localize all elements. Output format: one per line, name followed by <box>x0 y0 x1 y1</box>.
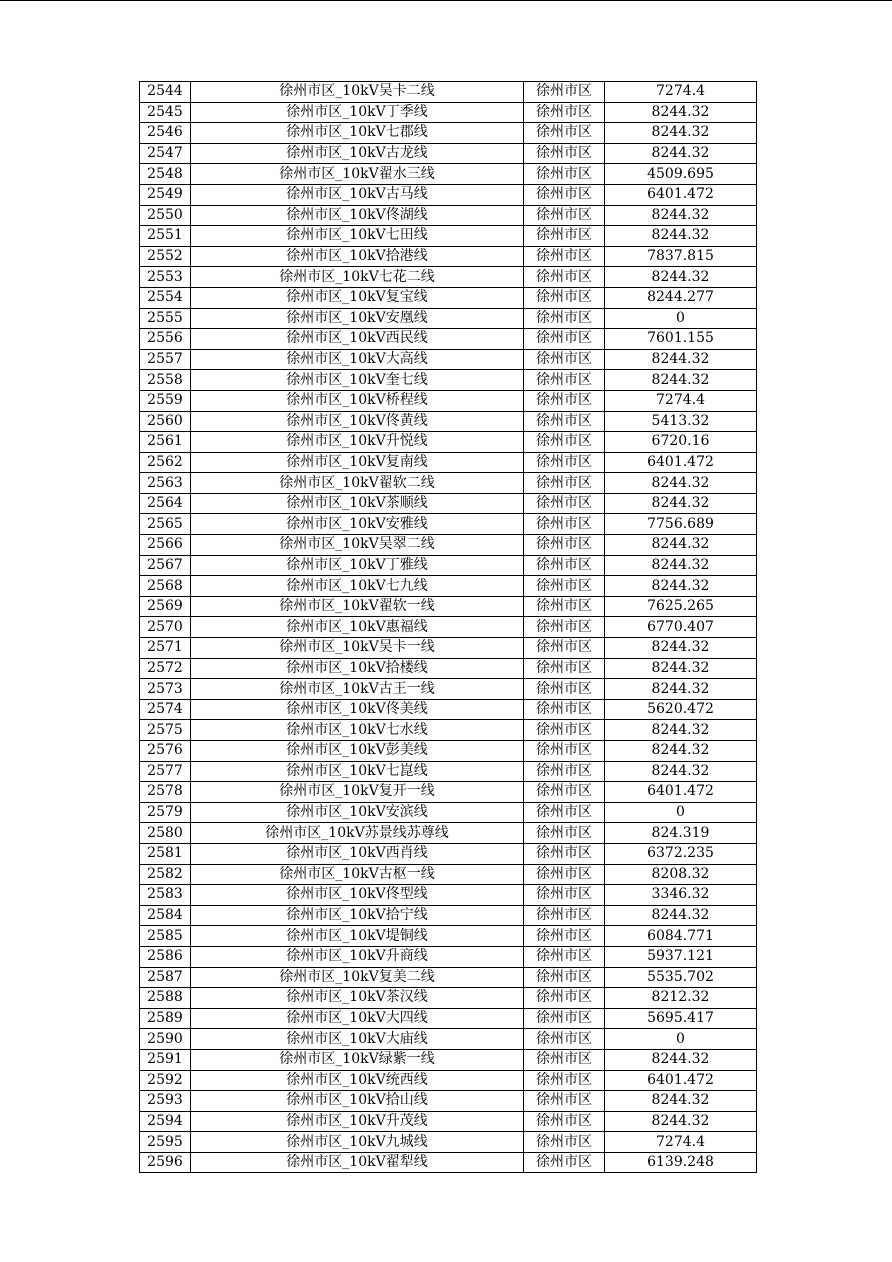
row-number: 2548 <box>140 164 191 185</box>
row-number: 2581 <box>140 843 191 864</box>
row-number: 2586 <box>140 946 191 967</box>
line-name: 徐州市区_10kV古王一线 <box>191 679 524 700</box>
line-value: 6139.248 <box>605 1152 757 1173</box>
line-value: 8244.32 <box>605 761 757 782</box>
table-row <box>140 287 757 308</box>
table-row <box>140 535 757 556</box>
row-number: 2568 <box>140 576 191 597</box>
line-value: 8244.32 <box>605 205 757 226</box>
table-body <box>140 82 757 1173</box>
area-name: 徐州市区 <box>524 226 605 247</box>
table-row <box>140 576 757 597</box>
table-row <box>140 926 757 947</box>
line-value: 5937.121 <box>605 946 757 967</box>
line-name: 徐州市区_10kV佟湖线 <box>191 205 524 226</box>
line-name: 徐州市区_10kV统西线 <box>191 1070 524 1091</box>
table-row <box>140 102 757 123</box>
table-row <box>140 720 757 741</box>
table-row <box>140 782 757 803</box>
area-name: 徐州市区 <box>524 1091 605 1112</box>
line-value: 0 <box>605 802 757 823</box>
table-row <box>140 555 757 576</box>
line-name: 徐州市区_10kV七崑线 <box>191 761 524 782</box>
row-number: 2559 <box>140 390 191 411</box>
table-row <box>140 123 757 144</box>
line-name: 徐州市区_10kV古枢一线 <box>191 864 524 885</box>
row-number: 2547 <box>140 143 191 164</box>
row-number: 2593 <box>140 1091 191 1112</box>
page-top-rule <box>0 0 892 1</box>
line-value: 7601.155 <box>605 329 757 350</box>
row-number: 2571 <box>140 638 191 659</box>
line-value: 5695.417 <box>605 1008 757 1029</box>
line-value: 8208.32 <box>605 864 757 885</box>
table-row <box>140 617 757 638</box>
area-name: 徐州市区 <box>524 390 605 411</box>
table-row <box>140 246 757 267</box>
table-row <box>140 1152 757 1173</box>
line-name: 徐州市区_10kV七水线 <box>191 720 524 741</box>
row-number: 2566 <box>140 535 191 556</box>
table-row <box>140 473 757 494</box>
line-name: 徐州市区_10kV复宝线 <box>191 287 524 308</box>
table-row <box>140 205 757 226</box>
row-number: 2578 <box>140 782 191 803</box>
line-name: 徐州市区_10kV茶顺线 <box>191 493 524 514</box>
line-value: 0 <box>605 308 757 329</box>
line-value: 7756.689 <box>605 514 757 535</box>
line-name: 徐州市区_10kV大四线 <box>191 1008 524 1029</box>
area-name: 徐州市区 <box>524 267 605 288</box>
table-row <box>140 658 757 679</box>
line-name: 徐州市区_10kV拾楼线 <box>191 658 524 679</box>
line-name: 徐州市区_10kV升商线 <box>191 946 524 967</box>
row-number: 2572 <box>140 658 191 679</box>
table-row <box>140 411 757 432</box>
line-name: 徐州市区_10kV古龙线 <box>191 143 524 164</box>
row-number: 2595 <box>140 1132 191 1153</box>
line-name: 徐州市区_10kV桥程线 <box>191 390 524 411</box>
area-name: 徐州市区 <box>524 184 605 205</box>
line-name: 徐州市区_10kV吴卡二线 <box>191 82 524 103</box>
area-name: 徐州市区 <box>524 885 605 906</box>
row-number: 2570 <box>140 617 191 638</box>
area-name: 徐州市区 <box>524 988 605 1009</box>
row-number: 2579 <box>140 802 191 823</box>
row-number: 2587 <box>140 967 191 988</box>
area-name: 徐州市区 <box>524 926 605 947</box>
line-value: 4509.695 <box>605 164 757 185</box>
table-row <box>140 864 757 885</box>
row-number: 2574 <box>140 699 191 720</box>
line-name: 徐州市区_10kV七田线 <box>191 226 524 247</box>
table-row <box>140 946 757 967</box>
line-value: 8244.32 <box>605 226 757 247</box>
row-number: 2596 <box>140 1152 191 1173</box>
line-name: 徐州市区_10kV佟黄线 <box>191 411 524 432</box>
line-name: 徐州市区_10kV安雅线 <box>191 514 524 535</box>
line-value: 5535.702 <box>605 967 757 988</box>
line-name: 徐州市区_10kV佟型线 <box>191 885 524 906</box>
row-number: 2582 <box>140 864 191 885</box>
row-number: 2588 <box>140 988 191 1009</box>
area-name: 徐州市区 <box>524 1029 605 1050</box>
line-name: 徐州市区_10kV复开一线 <box>191 782 524 803</box>
table-row <box>140 988 757 1009</box>
table-row <box>140 1049 757 1070</box>
line-value: 8244.32 <box>605 102 757 123</box>
line-value: 8244.32 <box>605 1111 757 1132</box>
row-number: 2569 <box>140 596 191 617</box>
table-row <box>140 226 757 247</box>
line-value: 6770.407 <box>605 617 757 638</box>
line-name: 徐州市区_10kV七花二线 <box>191 267 524 288</box>
area-name: 徐州市区 <box>524 782 605 803</box>
table-row <box>140 679 757 700</box>
line-value: 8244.32 <box>605 370 757 391</box>
line-name: 徐州市区_10kV七郡线 <box>191 123 524 144</box>
line-value: 6401.472 <box>605 1070 757 1091</box>
area-name: 徐州市区 <box>524 555 605 576</box>
row-number: 2589 <box>140 1008 191 1029</box>
row-number: 2584 <box>140 905 191 926</box>
table-row <box>140 329 757 350</box>
line-value: 6401.472 <box>605 452 757 473</box>
row-number: 2558 <box>140 370 191 391</box>
line-value: 6720.16 <box>605 432 757 453</box>
area-name: 徐州市区 <box>524 514 605 535</box>
line-value: 8244.32 <box>605 1049 757 1070</box>
line-name: 徐州市区_10kV堤铜线 <box>191 926 524 947</box>
area-name: 徐州市区 <box>524 164 605 185</box>
line-value: 5620.472 <box>605 699 757 720</box>
table-row <box>140 82 757 103</box>
line-value: 8244.277 <box>605 287 757 308</box>
table-row <box>140 267 757 288</box>
line-name: 徐州市区_10kV升茂线 <box>191 1111 524 1132</box>
area-name: 徐州市区 <box>524 802 605 823</box>
area-name: 徐州市区 <box>524 741 605 762</box>
line-name: 徐州市区_10kV西肖线 <box>191 843 524 864</box>
area-name: 徐州市区 <box>524 1111 605 1132</box>
line-value: 824.319 <box>605 823 757 844</box>
area-name: 徐州市区 <box>524 761 605 782</box>
area-name: 徐州市区 <box>524 576 605 597</box>
line-name: 徐州市区_10kV升悦线 <box>191 432 524 453</box>
area-name: 徐州市区 <box>524 1152 605 1173</box>
area-name: 徐州市区 <box>524 679 605 700</box>
table-row <box>140 1029 757 1050</box>
area-name: 徐州市区 <box>524 946 605 967</box>
area-name: 徐州市区 <box>524 720 605 741</box>
line-value: 8244.32 <box>605 1091 757 1112</box>
row-number: 2552 <box>140 246 191 267</box>
row-number: 2592 <box>140 1070 191 1091</box>
line-name: 徐州市区_10kV九城线 <box>191 1132 524 1153</box>
area-name: 徐州市区 <box>524 905 605 926</box>
area-name: 徐州市区 <box>524 493 605 514</box>
line-name: 徐州市区_10kV茶汉线 <box>191 988 524 1009</box>
row-number: 2585 <box>140 926 191 947</box>
line-name: 徐州市区_10kV西民线 <box>191 329 524 350</box>
area-name: 徐州市区 <box>524 102 605 123</box>
row-number: 2577 <box>140 761 191 782</box>
area-name: 徐州市区 <box>524 967 605 988</box>
table-row <box>140 885 757 906</box>
line-name: 徐州市区_10kV翟水三线 <box>191 164 524 185</box>
line-value: 8244.32 <box>605 493 757 514</box>
line-value: 8212.32 <box>605 988 757 1009</box>
area-name: 徐州市区 <box>524 143 605 164</box>
line-value: 7837.815 <box>605 246 757 267</box>
line-value: 8244.32 <box>605 679 757 700</box>
line-name: 徐州市区_10kV奎七线 <box>191 370 524 391</box>
area-name: 徐州市区 <box>524 535 605 556</box>
table-row <box>140 184 757 205</box>
line-value: 8244.32 <box>605 267 757 288</box>
line-name: 徐州市区_10kV丁雅线 <box>191 555 524 576</box>
area-name: 徐州市区 <box>524 82 605 103</box>
row-number: 2554 <box>140 287 191 308</box>
table-row <box>140 514 757 535</box>
row-number: 2545 <box>140 102 191 123</box>
line-name: 徐州市区_10kV安滨线 <box>191 802 524 823</box>
area-name: 徐州市区 <box>524 617 605 638</box>
table-row <box>140 699 757 720</box>
line-name: 徐州市区_10kV古马线 <box>191 184 524 205</box>
table-row <box>140 741 757 762</box>
row-number: 2544 <box>140 82 191 103</box>
row-number: 2563 <box>140 473 191 494</box>
row-number: 2567 <box>140 555 191 576</box>
line-name: 徐州市区_10kV安凰线 <box>191 308 524 329</box>
row-number: 2564 <box>140 493 191 514</box>
table-row <box>140 1091 757 1112</box>
row-number: 2557 <box>140 349 191 370</box>
row-number: 2551 <box>140 226 191 247</box>
line-name: 徐州市区_10kV复南线 <box>191 452 524 473</box>
line-value: 6372.235 <box>605 843 757 864</box>
line-value: 8244.32 <box>605 473 757 494</box>
table-row <box>140 370 757 391</box>
line-value: 8244.32 <box>605 143 757 164</box>
area-name: 徐州市区 <box>524 411 605 432</box>
row-number: 2565 <box>140 514 191 535</box>
line-value: 8244.32 <box>605 123 757 144</box>
line-value: 6401.472 <box>605 184 757 205</box>
row-number: 2590 <box>140 1029 191 1050</box>
row-number: 2553 <box>140 267 191 288</box>
area-name: 徐州市区 <box>524 823 605 844</box>
row-number: 2576 <box>140 741 191 762</box>
row-number: 2546 <box>140 123 191 144</box>
table-row <box>140 967 757 988</box>
area-name: 徐州市区 <box>524 370 605 391</box>
line-value: 7274.4 <box>605 1132 757 1153</box>
area-name: 徐州市区 <box>524 1132 605 1153</box>
line-value: 8244.32 <box>605 349 757 370</box>
table-row <box>140 432 757 453</box>
table-row <box>140 143 757 164</box>
line-value: 5413.32 <box>605 411 757 432</box>
area-name: 徐州市区 <box>524 349 605 370</box>
row-number: 2550 <box>140 205 191 226</box>
line-name: 徐州市区_10kV翟软二线 <box>191 473 524 494</box>
line-name: 徐州市区_10kV佟美线 <box>191 699 524 720</box>
line-value: 7625.265 <box>605 596 757 617</box>
area-name: 徐州市区 <box>524 1049 605 1070</box>
table-row <box>140 843 757 864</box>
line-name: 徐州市区_10kV翟犁线 <box>191 1152 524 1173</box>
line-name: 徐州市区_10kV丁季线 <box>191 102 524 123</box>
line-name: 徐州市区_10kV吴卡一线 <box>191 638 524 659</box>
area-name: 徐州市区 <box>524 329 605 350</box>
table-row <box>140 596 757 617</box>
area-name: 徐州市区 <box>524 638 605 659</box>
line-name: 徐州市区_10kV惠福线 <box>191 617 524 638</box>
line-name: 徐州市区_10kV拾宁线 <box>191 905 524 926</box>
line-value: 8244.32 <box>605 720 757 741</box>
area-name: 徐州市区 <box>524 473 605 494</box>
table-row <box>140 452 757 473</box>
line-value: 6401.472 <box>605 782 757 803</box>
area-name: 徐州市区 <box>524 432 605 453</box>
row-number: 2591 <box>140 1049 191 1070</box>
line-value: 8244.32 <box>605 658 757 679</box>
table-row <box>140 1132 757 1153</box>
table-row <box>140 905 757 926</box>
line-value: 8244.32 <box>605 576 757 597</box>
line-data-table <box>139 81 757 1173</box>
line-name: 徐州市区_10kV彭美线 <box>191 741 524 762</box>
line-value: 8244.32 <box>605 555 757 576</box>
line-name: 徐州市区_10kV拾港线 <box>191 246 524 267</box>
table-row <box>140 802 757 823</box>
area-name: 徐州市区 <box>524 1008 605 1029</box>
line-value: 8244.32 <box>605 741 757 762</box>
line-name: 徐州市区_10kV大高线 <box>191 349 524 370</box>
table-row <box>140 1070 757 1091</box>
line-name: 徐州市区_10kV吴翠二线 <box>191 535 524 556</box>
line-name: 徐州市区_10kV大庙线 <box>191 1029 524 1050</box>
table-row <box>140 308 757 329</box>
table-row <box>140 823 757 844</box>
row-number: 2594 <box>140 1111 191 1132</box>
line-value: 8244.32 <box>605 535 757 556</box>
line-value: 7274.4 <box>605 82 757 103</box>
area-name: 徐州市区 <box>524 864 605 885</box>
line-name: 徐州市区_10kV拾山线 <box>191 1091 524 1112</box>
area-name: 徐州市区 <box>524 596 605 617</box>
table-row <box>140 390 757 411</box>
table-row <box>140 638 757 659</box>
table-row <box>140 164 757 185</box>
table-row <box>140 493 757 514</box>
table-row <box>140 761 757 782</box>
area-name: 徐州市区 <box>524 699 605 720</box>
area-name: 徐州市区 <box>524 287 605 308</box>
area-name: 徐州市区 <box>524 843 605 864</box>
line-name: 徐州市区_10kV苏景线苏尊线 <box>191 823 524 844</box>
line-value: 0 <box>605 1029 757 1050</box>
line-name: 徐州市区_10kV绿紫一线 <box>191 1049 524 1070</box>
row-number: 2561 <box>140 432 191 453</box>
line-value: 8244.32 <box>605 638 757 659</box>
area-name: 徐州市区 <box>524 205 605 226</box>
row-number: 2556 <box>140 329 191 350</box>
row-number: 2562 <box>140 452 191 473</box>
row-number: 2580 <box>140 823 191 844</box>
area-name: 徐州市区 <box>524 658 605 679</box>
line-value: 3346.32 <box>605 885 757 906</box>
area-name: 徐州市区 <box>524 123 605 144</box>
table-row <box>140 1008 757 1029</box>
line-value: 6084.771 <box>605 926 757 947</box>
area-name: 徐州市区 <box>524 452 605 473</box>
row-number: 2583 <box>140 885 191 906</box>
line-name: 徐州市区_10kV翟软一线 <box>191 596 524 617</box>
row-number: 2575 <box>140 720 191 741</box>
area-name: 徐州市区 <box>524 308 605 329</box>
line-value: 8244.32 <box>605 905 757 926</box>
line-value: 7274.4 <box>605 390 757 411</box>
row-number: 2560 <box>140 411 191 432</box>
table-row <box>140 349 757 370</box>
row-number: 2549 <box>140 184 191 205</box>
table-row <box>140 1111 757 1132</box>
row-number: 2555 <box>140 308 191 329</box>
area-name: 徐州市区 <box>524 1070 605 1091</box>
line-name: 徐州市区_10kV七九线 <box>191 576 524 597</box>
line-name: 徐州市区_10kV复美二线 <box>191 967 524 988</box>
row-number: 2573 <box>140 679 191 700</box>
area-name: 徐州市区 <box>524 246 605 267</box>
